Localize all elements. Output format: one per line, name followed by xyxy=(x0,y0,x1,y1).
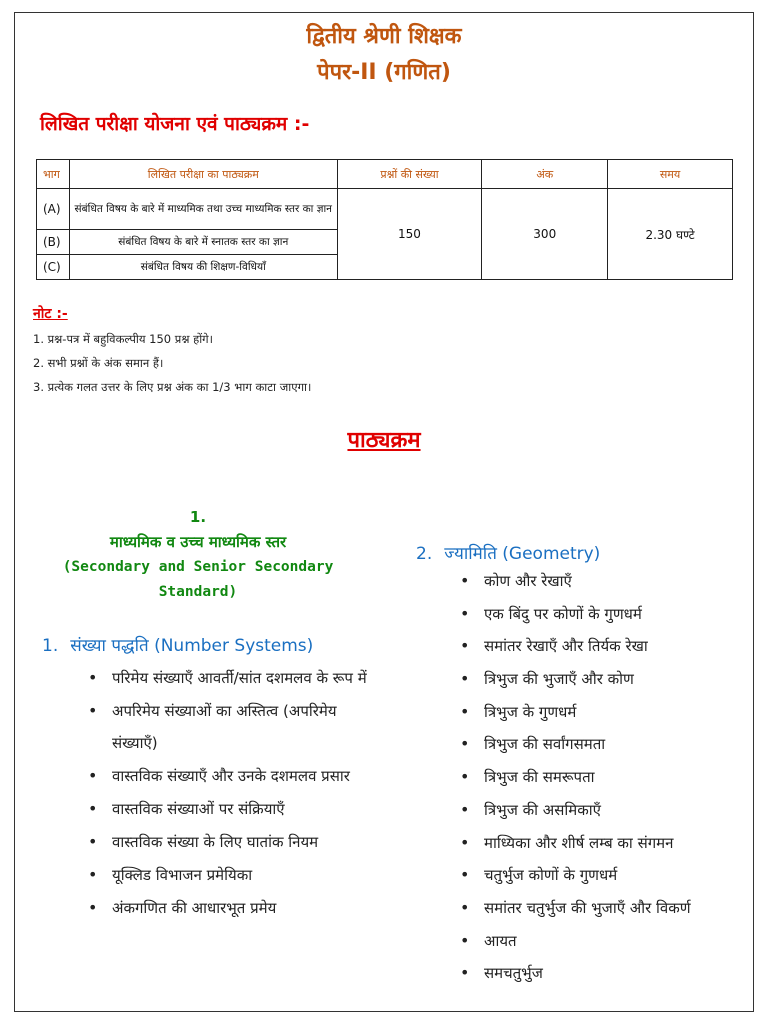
header-syllabus: लिखित परीक्षा का पाठ्यक्रम xyxy=(69,160,337,189)
list-item: • आयत xyxy=(460,926,750,959)
note-line: 2. सभी प्रश्नों के अंक समान हैं। xyxy=(33,356,164,370)
list-item: • त्रिभुज की असमिकाएँ xyxy=(460,795,750,828)
section-number: 1. xyxy=(42,636,59,656)
section-heading-number-systems xyxy=(42,633,313,656)
header-part: भाग xyxy=(37,160,70,189)
header-time: समय xyxy=(608,160,733,189)
level-number: 1. xyxy=(189,508,207,526)
document-subtitle: पेपर-II (गणित) xyxy=(317,60,451,85)
table-cell-topic: संबंधित विषय के बारे में स्नातक स्तर का ज्ञान xyxy=(69,230,337,255)
table-cell-part: (B) xyxy=(37,230,70,255)
list-item: • चतुर्भुज कोणों के गुणधर्म xyxy=(460,860,750,893)
section-heading-geometry xyxy=(416,541,600,564)
level-heading xyxy=(40,505,356,605)
list-item: • समांतर चतुर्भुज की भुजाएँ और विकर्ण xyxy=(460,893,750,926)
section-title: संख्या पद्धति (Number Systems) xyxy=(70,636,314,656)
header-marks: अंक xyxy=(482,160,608,189)
list-item: • समांतर रेखाएँ और तिर्यक रेखा xyxy=(460,631,750,664)
list-item: • वास्तविक संख्या के लिए घातांक नियम xyxy=(88,826,368,858)
number-systems-list xyxy=(88,662,368,925)
list-item: • माध्यिका और शीर्ष लम्ब का संगमन xyxy=(460,828,750,861)
note-line: 3. प्रत्येक गलत उत्तर के लिए प्रश्न अंक का 1/3 भाग काटा जाएगा। xyxy=(33,380,312,394)
table-cell-topic: संबंधित विषय की शिक्षण-विधियाँ xyxy=(69,255,337,280)
geometry-list xyxy=(460,566,750,991)
exam-scheme-heading: लिखित परीक्षा योजना एवं पाठ्यक्रम :- xyxy=(40,113,310,135)
table-cell-marks: 300 xyxy=(482,189,608,280)
level-title-hindi: माध्यमिक व उच्च माध्यमिक स्तर xyxy=(109,533,287,551)
section-title: ज्यामिति (Geometry) xyxy=(444,544,601,564)
table-header-row xyxy=(37,160,733,189)
list-item: • अंकगणित की आधारभूत प्रमेय xyxy=(88,892,368,924)
table-row xyxy=(37,189,733,230)
list-item: • त्रिभुज के गुणधर्म xyxy=(460,697,750,730)
table-cell-time: 2.30 घण्टे xyxy=(608,189,733,280)
list-item: • वास्तविक संख्याएँ और उनके दशमलव प्रसार xyxy=(88,760,368,792)
list-item: • कोण और रेखाएँ xyxy=(460,566,750,599)
syllabus-heading: पाठ्यक्रम xyxy=(347,428,421,453)
list-item: • यूक्लिड विभाजन प्रमेयिका xyxy=(88,859,368,891)
list-item: • समचतुर्भुज xyxy=(460,958,750,991)
table-cell-questions: 150 xyxy=(337,189,482,280)
list-item: • वास्तविक संख्याओं पर संक्रियाएँ xyxy=(88,793,368,825)
note-heading: नोट :- xyxy=(33,306,68,322)
level-title-english: (Secondary and Senior Secondary xyxy=(62,559,334,575)
list-item: • त्रिभुज की सर्वांगसमता xyxy=(460,729,750,762)
header-questions: प्रश्नों की संख्या xyxy=(337,160,482,189)
section-number: 2. xyxy=(416,544,433,564)
list-item: • एक बिंदु पर कोणों के गुणधर्म xyxy=(460,599,750,632)
document-title: द्वितीय श्रेणी शिक्षक xyxy=(306,24,462,49)
table-cell-topic: संबंधित विषय के बारे में माध्यमिक तथा उच्च माध्यमिक स्तर का ज्ञान xyxy=(69,189,337,230)
note-line: 1. प्रश्न-पत्र में बहुविकल्पीय 150 प्रश्न होंगे। xyxy=(33,332,214,346)
list-item: • अपरिमेय संख्याओं का अस्तित्व (अपरिमेय संख्याएँ) xyxy=(88,695,368,759)
level-title-english-cont: Standard) xyxy=(158,584,238,600)
table-cell-part: (C) xyxy=(37,255,70,280)
list-item: • त्रिभुज की भुजाएँ और कोण xyxy=(460,664,750,697)
exam-scheme-table xyxy=(36,159,733,280)
list-item: • परिमेय संख्याएँ आवर्ती/सांत दशमलव के रूप में xyxy=(88,662,368,694)
table-cell-part: (A) xyxy=(37,189,70,230)
list-item: • त्रिभुज की समरूपता xyxy=(460,762,750,795)
